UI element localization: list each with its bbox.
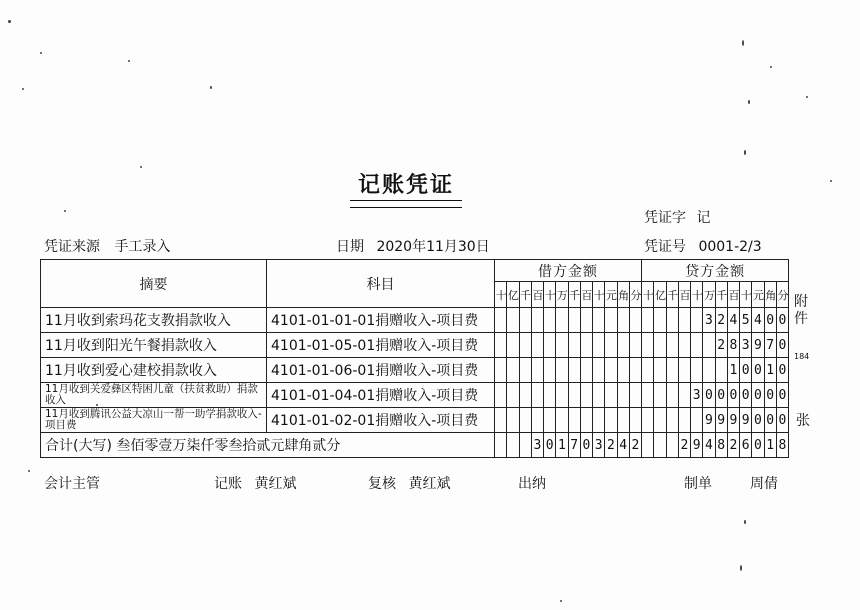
debit-unit-1: 亿 [507,282,519,308]
credit-digit: 1 [727,358,739,383]
credit-unit-10: 角 [764,282,776,308]
debit-unit-6: 千 [568,282,580,308]
credit-digit [703,358,715,383]
total-credit-digit: 2 [727,433,739,458]
date-value: 2020年11月30日 [376,239,490,255]
credit-unit-3: 百 [678,282,690,308]
debit-unit-10: 角 [617,282,629,308]
debit-digit [519,333,531,358]
credit-digit: 0 [776,408,788,433]
bookkeeper [214,473,296,493]
debit-unit-9: 元 [605,282,617,308]
credit-digit: 9 [715,408,727,433]
debit-digit [556,333,568,358]
total-debit-digit: 3 [593,433,605,458]
total-credit-digit [654,433,666,458]
table-row [41,383,789,408]
debit-digit [629,383,641,408]
credit-digit [691,308,703,333]
credit-digit: 5 [740,308,752,333]
credit-unit-9: 元 [752,282,764,308]
total-credit-digit: 6 [740,433,752,458]
debit-digit [519,308,531,333]
header-credit: 贷方金额 [642,260,789,282]
credit-digit: 0 [703,383,715,408]
credit-unit-11: 分 [776,282,788,308]
credit-digit [654,333,666,358]
header-summary: 摘要 [41,260,267,308]
credit-digit: 7 [764,333,776,358]
credit-digit: 0 [776,308,788,333]
debit-digit [605,333,617,358]
debit-digit [544,408,556,433]
total-debit-digit: 1 [556,433,568,458]
credit-digit [654,383,666,408]
credit-digit [678,383,690,408]
credit-unit-7: 百 [727,282,739,308]
source-label: 凭证来源 [44,239,100,255]
credit-digit: 3 [703,308,715,333]
total-credit-digit: 2 [678,433,690,458]
credit-digit [691,358,703,383]
debit-digit [495,408,507,433]
table-row [41,308,789,333]
debit-digit [507,308,519,333]
debit-digit [580,383,592,408]
debit-digit [544,383,556,408]
credit-digit [654,408,666,433]
credit-digit: 0 [776,358,788,383]
total-credit-digit [642,433,654,458]
credit-unit-4: 十 [691,282,703,308]
voucher-type-value: 记 [696,210,711,226]
debit-digit [519,408,531,433]
table-row [41,358,789,383]
reviewer-name: 黄红斌 [408,476,451,492]
debit-digit [593,408,605,433]
total-credit-digit: 1 [764,433,776,458]
attachment-label: 附件 [794,294,808,327]
bookkeeper-name: 黄红斌 [254,476,297,492]
debit-digit [629,333,641,358]
voucher-date [336,236,490,256]
credit-unit-0: 十 [642,282,654,308]
table-header-row [41,260,789,282]
debit-digit [580,308,592,333]
debit-digit [531,308,543,333]
credit-digit: 3 [740,333,752,358]
debit-digit [629,308,641,333]
debit-digit [568,358,580,383]
debit-digit [593,333,605,358]
debit-digit [519,383,531,408]
total-debit-digit: 2 [605,433,617,458]
credit-digit: 4 [752,308,764,333]
row-subject: 4101-01-06-01捐赠收入-项目费 [267,358,495,383]
sheet-label: 张 [796,413,810,429]
debit-unit-0: 十 [495,282,507,308]
debit-digit [568,408,580,433]
credit-digit: 0 [752,383,764,408]
credit-digit [666,333,678,358]
credit-digit [642,383,654,408]
total-credit-digit: 4 [703,433,715,458]
debit-digit [544,333,556,358]
debit-digit [580,408,592,433]
credit-digit: 0 [764,408,776,433]
total-credit-digit: 0 [752,433,764,458]
credit-digit [691,408,703,433]
total-debit-digit: 4 [617,433,629,458]
table-row [41,333,789,358]
credit-digit [715,358,727,383]
debit-digit [617,358,629,383]
debit-digit [593,308,605,333]
preparer-name: 周倩 [750,476,778,492]
voucher-number [644,236,762,256]
debit-digit [593,358,605,383]
debit-digit [531,358,543,383]
total-credit-digit: 8 [715,433,727,458]
debit-unit-11: 分 [629,282,641,308]
debit-digit [617,408,629,433]
debit-digit [629,408,641,433]
debit-digit [629,358,641,383]
credit-digit: 0 [727,383,739,408]
debit-digit [605,358,617,383]
debit-digit [531,383,543,408]
date-label: 日期 [336,239,364,255]
total-row [41,433,789,458]
debit-digit [544,308,556,333]
credit-digit: 9 [740,408,752,433]
credit-unit-1: 亿 [654,282,666,308]
debit-digit [617,333,629,358]
row-summary: 11月收到索玛花支教捐款收入 [41,308,267,333]
credit-digit [678,358,690,383]
credit-digit [666,358,678,383]
credit-unit-8: 十 [740,282,752,308]
credit-unit-2: 千 [666,282,678,308]
bookkeeper-label: 记账 [214,476,242,492]
credit-digit [654,358,666,383]
voucher-type-label: 凭证字 [644,210,686,226]
credit-digit: 0 [752,358,764,383]
total-credit-digit: 8 [776,433,788,458]
debit-digit [556,408,568,433]
credit-digit [642,308,654,333]
debit-unit-5: 万 [556,282,568,308]
debit-digit [617,383,629,408]
credit-digit: 3 [691,383,703,408]
voucher-source [44,236,170,256]
total-credit-digit: 9 [691,433,703,458]
preparer-label: 制单 [684,476,712,492]
header-debit: 借方金额 [495,260,642,282]
debit-digit [556,383,568,408]
credit-digit: 0 [776,383,788,408]
number-value: 0001-2/3 [698,239,762,255]
debit-digit [495,383,507,408]
debit-digit [556,308,568,333]
number-label: 凭证号 [644,239,686,255]
credit-digit [691,333,703,358]
debit-unit-7: 百 [580,282,592,308]
credit-digit [678,408,690,433]
cashier-label: 出纳 [518,476,546,492]
row-summary: 11月收到关爱彝区特困儿童（扶贫救助）捐款收入 [41,383,267,408]
debit-unit-4: 十 [544,282,556,308]
debit-digit [568,333,580,358]
debit-unit-2: 千 [519,282,531,308]
credit-unit-6: 千 [715,282,727,308]
row-summary: 11月收到爱心建校捐款收入 [41,358,267,383]
row-subject: 4101-01-01-01捐赠收入-项目费 [267,308,495,333]
row-subject: 4101-01-02-01捐赠收入-项目费 [267,408,495,433]
credit-digit: 9 [752,333,764,358]
row-subject: 4101-01-05-01捐赠收入-项目费 [267,333,495,358]
debit-digit [556,358,568,383]
attachment-count: 184 [794,352,810,361]
debit-unit-8: 十 [593,282,605,308]
reviewer-label: 复核 [368,476,396,492]
total-debit-digit [507,433,519,458]
credit-digit [703,333,715,358]
credit-digit: 8 [727,333,739,358]
debit-digit [568,308,580,333]
credit-digit: 2 [715,308,727,333]
debit-digit [495,333,507,358]
credit-digit: 0 [776,333,788,358]
title-double-underline [350,200,462,208]
credit-digit: 0 [764,383,776,408]
debit-digit [531,333,543,358]
credit-digit: 9 [727,408,739,433]
credit-digit: 0 [715,383,727,408]
total-debit-digit: 0 [580,433,592,458]
credit-digit: 0 [764,308,776,333]
credit-digit: 1 [764,358,776,383]
debit-digit [605,408,617,433]
debit-unit-3: 百 [531,282,543,308]
debit-digit [605,383,617,408]
debit-digit [617,308,629,333]
total-debit-digit: 0 [544,433,556,458]
table-row [41,408,789,433]
header-subject: 科目 [267,260,495,308]
credit-digit [666,408,678,433]
debit-digit [568,383,580,408]
credit-digit [678,333,690,358]
debit-digit [531,408,543,433]
credit-digit: 0 [752,408,764,433]
debit-digit [495,358,507,383]
credit-unit-5: 万 [703,282,715,308]
credit-digit: 9 [703,408,715,433]
credit-digit [678,308,690,333]
credit-digit [642,408,654,433]
debit-digit [593,383,605,408]
voucher-title: 记账凭证 [357,173,454,198]
accountant-supervisor-label: 会计主管 [44,476,100,492]
debit-digit [507,408,519,433]
reviewer [368,473,450,493]
debit-digit [507,333,519,358]
total-debit-digit [495,433,507,458]
total-debit-digit: 7 [568,433,580,458]
credit-digit [666,308,678,333]
credit-digit [642,333,654,358]
credit-digit [666,383,678,408]
credit-digit: 0 [740,383,752,408]
debit-digit [519,358,531,383]
voucher-table [40,259,789,458]
credit-digit: 4 [727,308,739,333]
row-subject: 4101-01-04-01捐赠收入-项目费 [267,383,495,408]
total-credit-digit [666,433,678,458]
credit-digit: 2 [715,333,727,358]
credit-digit: 0 [740,358,752,383]
credit-digit [642,358,654,383]
source-value: 手工录入 [114,239,171,255]
credit-digit [654,308,666,333]
total-debit-digit: 2 [629,433,641,458]
debit-digit [605,308,617,333]
debit-digit [507,358,519,383]
debit-digit [544,358,556,383]
row-summary: 11月收到阳光午餐捐款收入 [41,333,267,358]
debit-digit [507,383,519,408]
total-label: 合计(大写) 叁佰零壹万柒仟零叁拾贰元肆角贰分 [41,433,495,458]
total-debit-digit [519,433,531,458]
debit-digit [580,358,592,383]
debit-digit [580,333,592,358]
debit-digit [495,308,507,333]
total-debit-digit: 3 [531,433,543,458]
voucher-type [644,207,710,227]
row-summary: 11月收到腾讯公益大凉山一帮一助学捐款收入-项目费 [41,408,267,433]
